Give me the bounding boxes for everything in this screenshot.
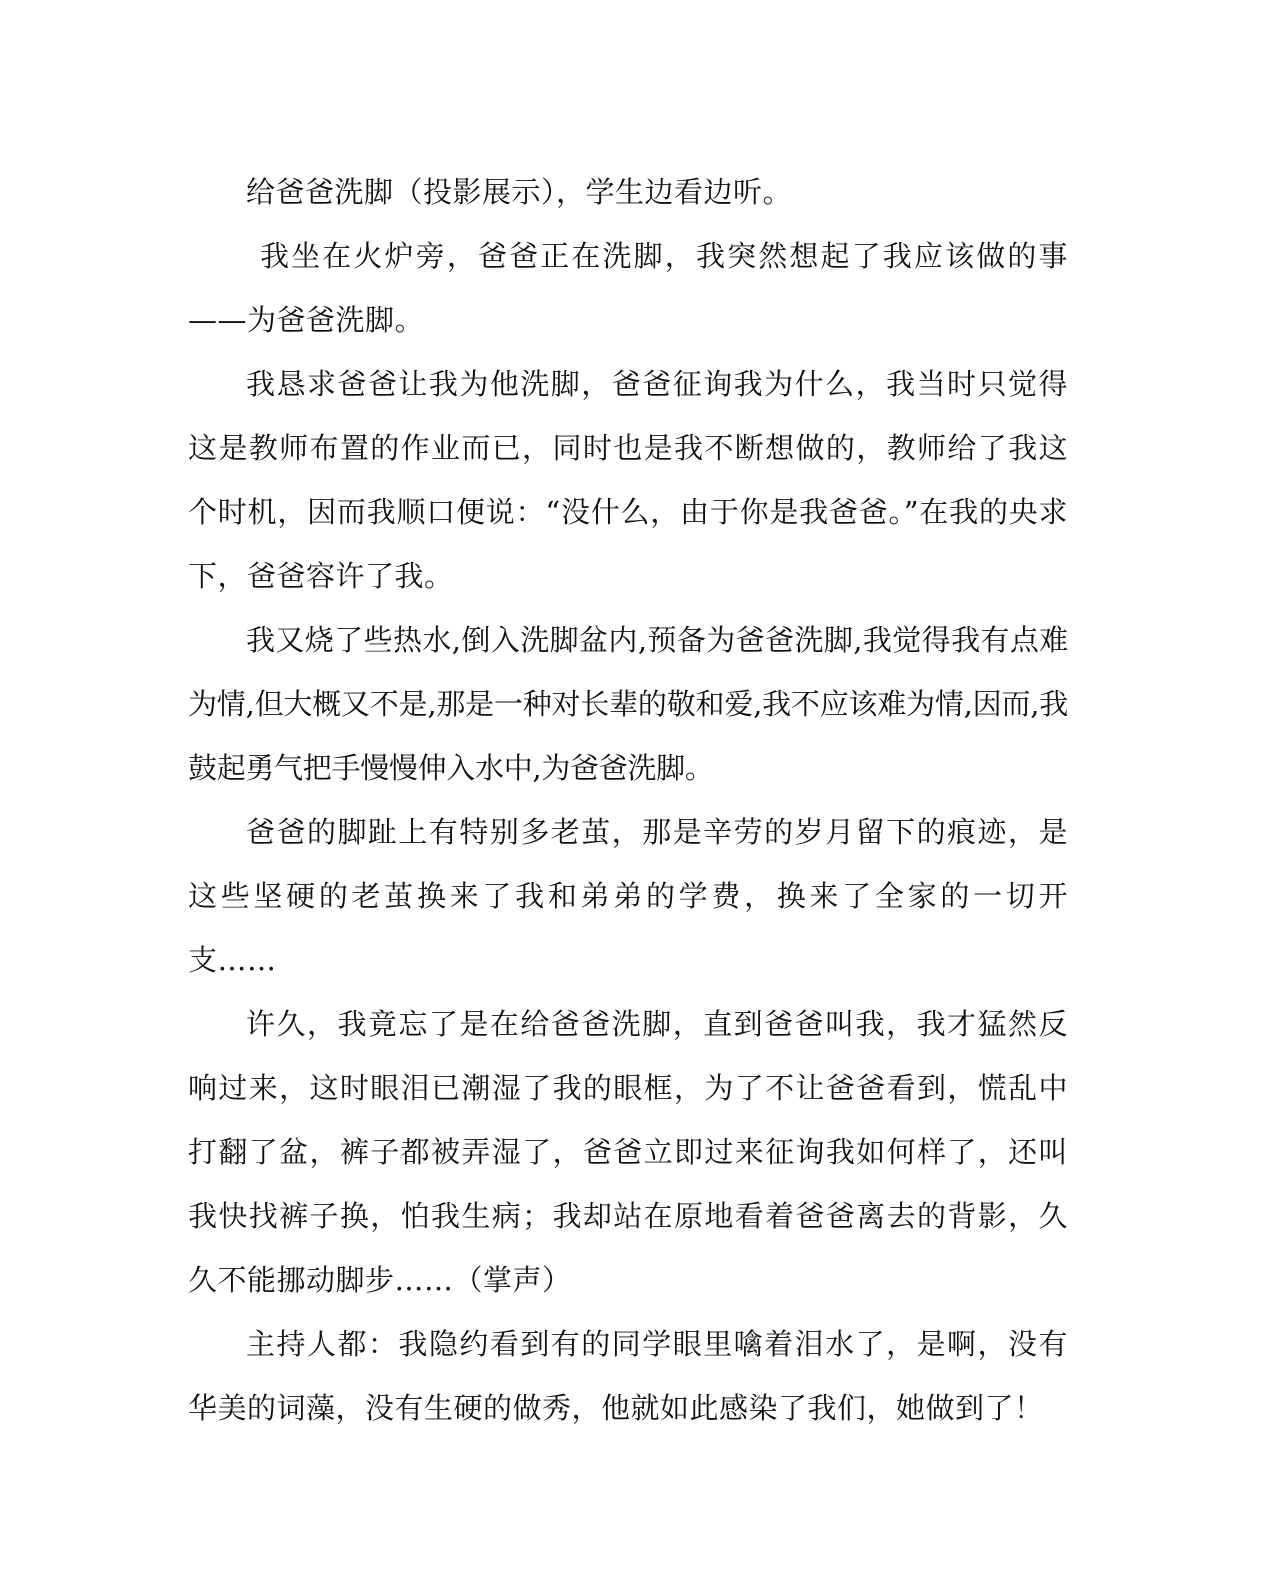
paragraph-hot-water: 我又烧了些热水,倒入洗脚盆内,预备为爸爸洗脚,我觉得我有点难为情,但大概又不是,那是一种对长辈的敬和爱,我不应该难为情,因而,我鼓起勇气把手慢慢伸入水中,为爸爸洗脚。 — [188, 623, 1068, 785]
paragraph-fireside: 我坐在火炉旁，爸爸正在洗脚，我突然想起了我应该做的事——为爸爸洗脚。 — [188, 239, 1068, 337]
paragraph-calluses: 爸爸的脚趾上有特别多老茧，那是辛劳的岁月留下的痕迹，是这些坚硬的老茧换来了我和弟弟的学费，换来了全家的一切开支…… — [188, 815, 1068, 977]
document-body — [188, 160, 1068, 1440]
paragraph-request: 我恳求爸爸让我为他洗脚，爸爸征询我为什么，我当时只觉得这是教师布置的作业而已，同时也是我不断想做的，教师给了我这个时机，因而我顺口便说：“没什么，由于你是我爸爸。”在我的央求下，爸爸容许了我。 — [188, 367, 1068, 593]
paragraph-host-remark: 主持人都：我隐约看到有的同学眼里噙着泪水了，是啊，没有华美的词藻，没有生硬的做秀，他就如此感染了我们，她做到了！ — [188, 1327, 1068, 1425]
paragraph-tears: 许久，我竟忘了是在给爸爸洗脚，直到爸爸叫我，我才猛然反响过来，这时眼泪已潮湿了我的眼框，为了不让爸爸看到，慌乱中打翻了盆，裤子都被弄湿了，爸爸立即过来征询我如何样了，还叫我快找裤子换，怕我生病；我却站在原地看着爸爸离去的背影，久久不能挪动脚步……（掌声） — [188, 1007, 1068, 1297]
paragraph-projection-intro: 给爸爸洗脚（投影展示），学生边看边听。 — [246, 175, 793, 209]
